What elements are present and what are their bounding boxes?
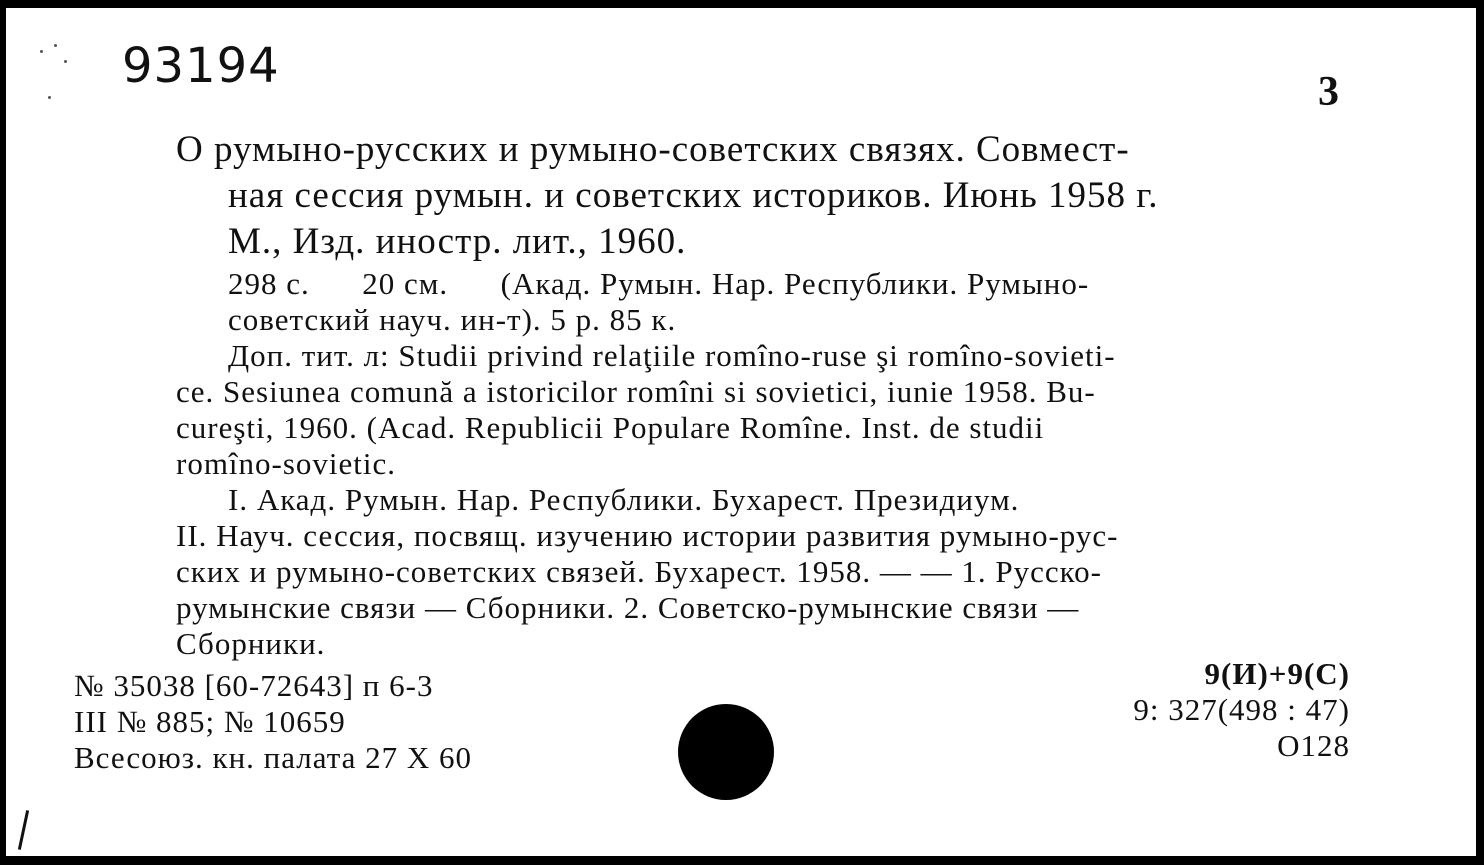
footer-right-line-2: 9: 327(498 : 47) bbox=[1133, 692, 1350, 727]
desc-line-3: Доп. тит. л: Studii privind relaţiile romîno-ruse şi romîno-sovieti- bbox=[228, 338, 1116, 373]
footer-right-line-1: 9(И)+9(С) bbox=[1204, 656, 1350, 691]
page-number: 3 bbox=[1318, 69, 1339, 115]
speck-mark bbox=[64, 60, 67, 63]
desc-line-5: cureşti, 1960. (Acad. Republicii Populare Romîne. Inst. de studii bbox=[176, 410, 1045, 445]
footer-right-line-3: O128 bbox=[1277, 728, 1350, 763]
desc-line-4: ce. Sesiunea comună a istoricilor romîni si sovietici, iunie 1958. Bu- bbox=[176, 374, 1096, 409]
desc-line-10: румынские связи — Сборники. 2. Советско-румынские связи — bbox=[176, 590, 1080, 625]
title-line-2: ная сессия румын. и советских историков. Июнь 1958 г. bbox=[228, 175, 1159, 216]
desc-line-9: ских и румыно-советских связей. Бухарест. 1958. — — 1. Русско- bbox=[176, 554, 1102, 589]
title-line-1: О румыно-русских и румыно-советских связях. Совмест- bbox=[176, 129, 1130, 170]
footer-left-line-1: № 35038 [60-72643] п 6-3 bbox=[74, 668, 434, 703]
desc-line-2: советский науч. ин-т). 5 р. 85 к. bbox=[228, 302, 677, 337]
footer-left-line-3: Всесоюз. кн. палата 27 X 60 bbox=[74, 740, 473, 775]
footer-left-line-2: III № 885; № 10659 bbox=[74, 704, 346, 739]
speck-mark bbox=[54, 44, 57, 47]
speck-mark bbox=[48, 96, 51, 99]
desc-line-11: Сборники. bbox=[176, 626, 326, 661]
handwritten-number: 93194 bbox=[122, 38, 280, 94]
desc-line-6: romîno-sovietic. bbox=[176, 446, 397, 481]
desc-line-1: 298 с. 20 см. (Акад. Румын. Нар. Республики. Румыно- bbox=[228, 266, 1090, 301]
desc-line-7: I. Акад. Румын. Нар. Республики. Бухарест. Президиум. bbox=[228, 482, 1020, 517]
desc-line-8: II. Науч. сессия, посвящ. изучению истории развития румыно-рус- bbox=[176, 518, 1119, 553]
punch-hole bbox=[678, 704, 774, 800]
speck-mark bbox=[40, 50, 43, 53]
title-line-3: М., Изд. иностр. лит., 1960. bbox=[228, 221, 687, 262]
